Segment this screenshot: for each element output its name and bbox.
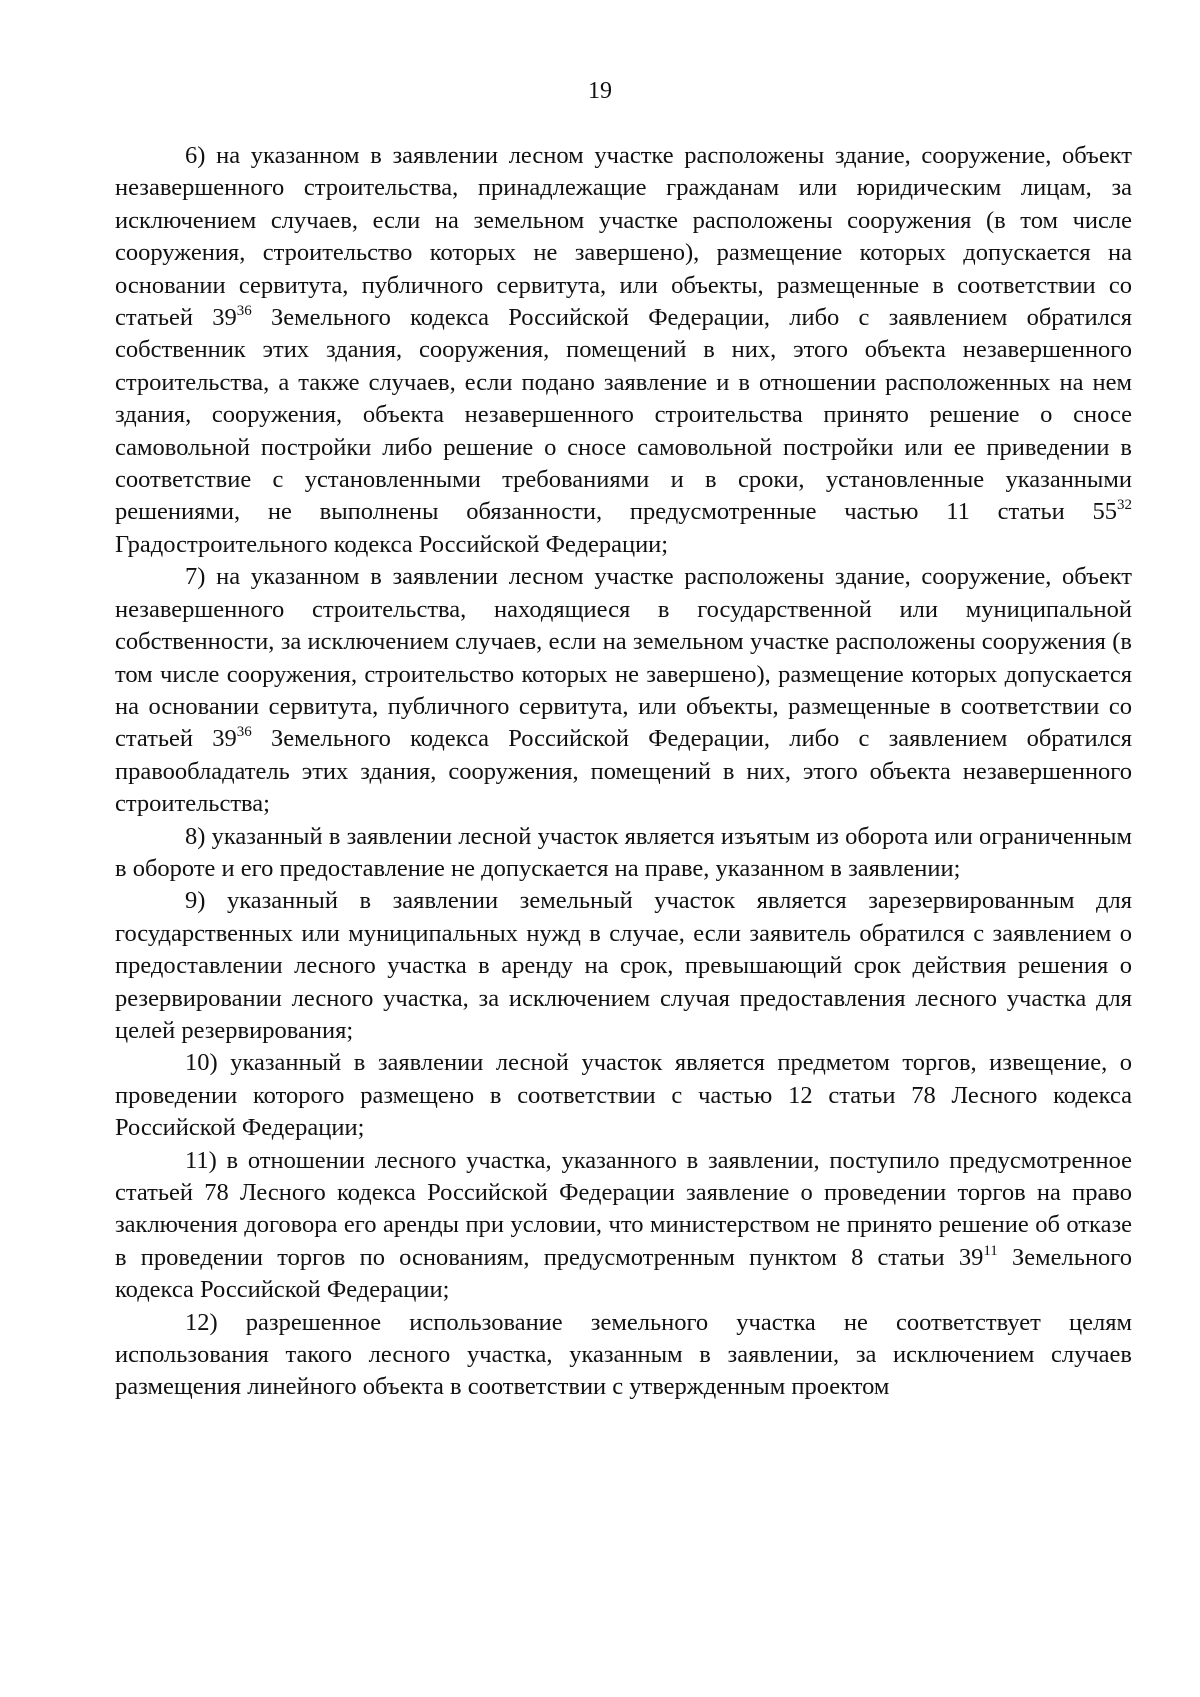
text-segment: 9) указанный в заявлении земельный участок является зарезервированным для государственных или муниципальных нужд в случае, если заявитель обратился с заявлением о предоставлении лесного участка в аренду на срок, превышающий срок действия решения о резервировании лесного участка, за исключением случая предоставления лесного участка для целей резервирования; — [115, 887, 1132, 1044]
text-segment: 7) на указанном в заявлении лесном участке расположены здание, сооружение, объект незавершенного строительства, находящиеся в государственной или муниципальной собственности, за исключением случаев, если на земельном участке расположены сооружения (в том числе сооружения, строительство которых не завершено), размещение которых допускается на основании сервитута, публичного сервитута, или объекты, размещенные в соответствии со статьей 39 — [115, 563, 1132, 753]
paragraph-item-10 — [115, 1047, 1132, 1144]
superscript: 36 — [236, 302, 252, 319]
text-segment: Градостроительного кодекса Российской Федерации; — [115, 530, 669, 558]
text-segment: Земельного кодекса Российской Федерации, либо с заявлением обратился правообладатель этих здания, сооружения, помещений в них, этого объекта незавершенного строительства; — [115, 725, 1132, 818]
text-segment: Земельного кодекса Российской Федерации; — [115, 1243, 1132, 1304]
text-segment: 12) разрешенное использование земельного участка не соответствует целям использования такого лесного участка, указанным в заявлении, за исключением случаев размещения линейного объекта в соответствии с утвержденным проектом — [115, 1308, 1132, 1401]
text-segment: 10) указанный в заявлении лесной участок является предметом торгов, извещение, о проведении которого размещено в соответствии с частью 12 статьи 78 Лесного кодекса Российской Федерации; — [115, 1049, 1132, 1142]
page-number: 19 — [588, 78, 612, 104]
superscript: 36 — [236, 724, 252, 741]
text-segment: 11) в отношении лесного участка, указанного в заявлении, поступило предусмотренное статьей 78 Лесного кодекса Российской Федерации заявление о проведении торгов на право заключения договора его аренды при условии, что министерством не принято решение об отказе в проведении торгов по основаниям, предусмотренным пунктом 8 статьи 39 — [115, 1146, 1132, 1271]
paragraph-item-7 — [115, 561, 1132, 820]
paragraph-item-12 — [115, 1307, 1132, 1404]
text-segment: 8) указанный в заявлении лесной участок является изъятым из оборота или ограниченным в обороте и его предоставление не допускается на праве, указанном в заявлении; — [115, 822, 1132, 882]
superscript: 32 — [1117, 497, 1132, 514]
text-segment: Земельного кодекса Российской Федерации, либо с заявлением обратился собственник этих здания, сооружения, помещений в них, этого объекта незавершенного строительства, а также случаев, если подано заявление и в отношении расположенных на нем здания, сооружения, объекта незавершенного строительства принято решение о сносе самовольной постройки либо решение о сносе самовольной постройки или ее приведении в соответствие с установленными требованиями и в сроки, установленные указанными решениями, не выполнены обязанности, предусмотренные частью 11 статьи 55 — [115, 304, 1132, 526]
paragraph-item-6 — [115, 140, 1132, 561]
paragraph-item-9 — [115, 885, 1132, 1047]
paragraph-item-8 — [115, 821, 1132, 886]
superscript: 11 — [983, 1242, 998, 1259]
paragraph-item-11 — [115, 1145, 1132, 1307]
text-segment: 6) на указанном в заявлении лесном участке расположены здание, сооружение, объект незавершенного строительства, принадлежащие гражданам или юридическим лицам, за исключением случаев, если на земельном участке расположены сооружения (в том числе сооружения, строительство которых не завершено), размещение которых допускается на основании сервитута, публичного сервитута, или объекты, размещенные в соответствии со статьей 39 — [115, 142, 1132, 332]
document-body — [115, 140, 1132, 1404]
